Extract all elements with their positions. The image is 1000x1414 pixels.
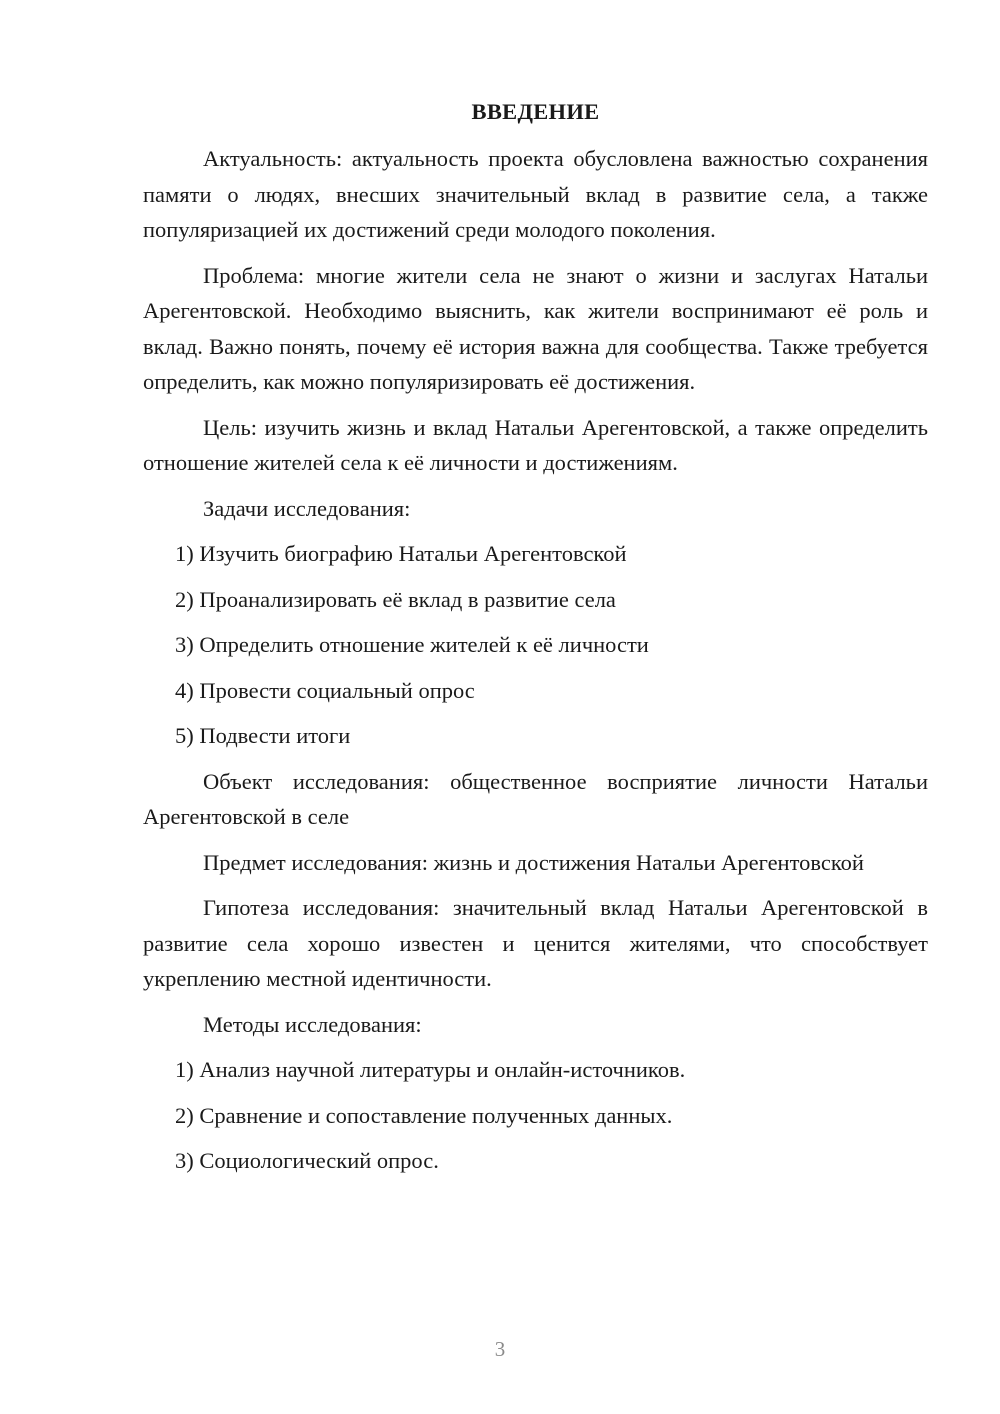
hypothesis-paragraph: Гипотеза исследования: значительный вклад Натальи Арегентовской в развитие села хорошо известен и ценится жителями, что способствует укреплению местной идентичности.: [143, 895, 928, 991]
list-item: 5) Подвести итоги: [175, 723, 351, 748]
list-item: 3) Социологический опрос.: [175, 1148, 439, 1173]
list-item: 1) Анализ научной литературы и онлайн-источников.: [175, 1057, 686, 1082]
page-number: 3: [494, 1337, 506, 1361]
methods-list: [143, 1052, 928, 1179]
list-item: 1) Изучить биографию Натальи Арегентовской: [175, 541, 627, 566]
goal-paragraph: Цель: изучить жизнь и вклад Натальи Арегентовской, а также определить отношение жителей села к её личности и достижениям.: [143, 414, 928, 475]
tasks-list: [143, 536, 928, 754]
object-paragraph: Объект исследования: общественное восприятие личности Натальи Арегентовской в селе: [143, 768, 928, 829]
list-item: 4) Провести социальный опрос: [175, 677, 475, 703]
relevance-paragraph: Актуальность: актуальность проекта обусловлена важностью сохранения памяти о людях, внесших значительный вклад в развитие села, а также популяризацией их достижений среди молодого поколения.: [143, 146, 928, 242]
tasks-title: Задачи исследования:: [203, 495, 411, 521]
subject-paragraph: Предмет исследования: жизнь и достижения Натальи Арегентовской: [203, 849, 864, 875]
problem-paragraph: Проблема: многие жители села не знают о жизни и заслугах Натальи Арегентовской. Необходимо выяснить, как жители воспринимают её роль и вклад. Важно понять, почему её история важна для сообщества. Также требуется определить, как можно популяризировать её достижения.: [143, 262, 928, 394]
list-item: 2) Проанализировать её вклад в развитие села: [175, 586, 616, 612]
page-content: [143, 94, 928, 1189]
methods-title: Методы исследования:: [203, 1011, 422, 1037]
list-item: 3) Определить отношение жителей к её личности: [175, 632, 649, 657]
list-item: 2) Сравнение и сопоставление полученных данных.: [175, 1102, 673, 1128]
section-heading: ВВЕДЕНИЕ: [471, 99, 600, 124]
